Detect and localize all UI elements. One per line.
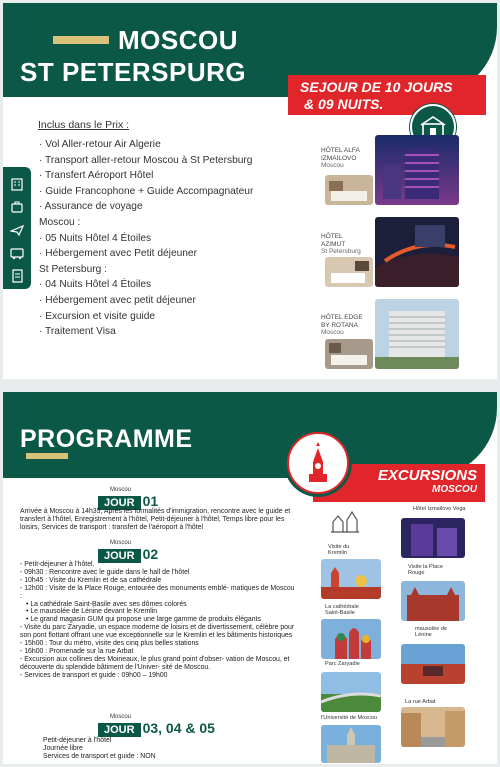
excursion-label-red-square: Visite la Place Rouge <box>408 564 444 577</box>
kremlin-outline-icon <box>330 510 360 539</box>
hotel-1-room-photo <box>325 175 373 205</box>
included-list <box>39 137 289 340</box>
list-item: - Petit-déjeuner à l'hôtel. <box>20 561 95 568</box>
list-item: · Transport aller-retour Moscou à St Petersburg <box>39 154 253 166</box>
plane-icon <box>10 223 24 237</box>
excursion-label-universite: l'Université de Moscou <box>321 715 378 721</box>
day-label: JOUR <box>98 549 141 563</box>
hotel-1-label <box>321 147 360 170</box>
list-item: - Services de transport et guide : 09h00 – 19h00 <box>20 671 168 679</box>
service-icons-sidebar <box>3 167 31 289</box>
hotel-name: HÔTEL ALFA <box>321 147 360 154</box>
day-label: JOUR <box>98 496 141 510</box>
excursions-subtitle: MOSCOU <box>432 484 477 495</box>
day-city: Moscou <box>110 540 132 546</box>
list-item: - Visite du parc Zaryadie, un espace moderne de loisirs et de divertissement, célèbre pour son pont flottant offrant une vue exceptionnelle sur le Kremlin et les bâtiments historiques <box>20 624 295 640</box>
hotel-icon <box>10 177 24 191</box>
hotel-3-label <box>321 314 363 337</box>
hotel-name: HÔTEL EDGE <box>321 314 363 321</box>
excursion-photo-kremlin <box>321 559 381 599</box>
excursion-photo-zaryadie <box>321 672 381 712</box>
list-item: Moscou : <box>39 216 81 228</box>
list-item: St Petersburg : <box>39 263 107 275</box>
day-3-heading <box>98 714 215 738</box>
hotel-2-room-photo <box>325 257 373 287</box>
list-item: - 10h45 : Visite du Kremlin et de sa cathédrale <box>20 576 162 584</box>
list-item: · Excursion et visite guide <box>39 310 156 322</box>
gold-accent-bar <box>53 36 109 44</box>
list-item: · Hébergement avec petit déjeuner <box>39 294 196 306</box>
list-item: Services de transport et guide : NON <box>43 752 156 760</box>
list-item: · Assurance de voyage <box>39 201 143 213</box>
hotel-name: BY ROTANA <box>321 321 358 329</box>
list-item: Petit-déjeuner à l'hôtel <box>43 737 112 744</box>
hotel-3-room-photo <box>325 339 373 369</box>
hotel-city: Moscou <box>321 162 344 169</box>
list-item: · 05 Nuits Hôtel 4 Étoiles <box>39 232 152 244</box>
day-number: 03, 04 & 05 <box>142 720 215 736</box>
document-icon <box>10 269 24 283</box>
excursions-title: EXCURSIONS <box>377 467 477 484</box>
luggage-icon <box>10 200 24 214</box>
bus-icon <box>10 246 24 260</box>
day-1-paragraph: Arrivée à Moscou à 14h35, Après les formalités d'immigration, rencontre avec le guide et transfert à l'hôtel, Enregistrement à l'hôtel, Petit-déjeuner à l'hôtel, Temps libre pour les loisirs, Services de transport : transfert de l'aéroport à l'hôtel <box>20 508 291 531</box>
gold-accent-bar <box>26 453 68 459</box>
day-3-text <box>43 737 318 761</box>
day-number: 02 <box>142 546 159 562</box>
list-item: · Vol Aller-retour Air Algerie <box>39 139 161 150</box>
hotel-city: Moscou <box>321 329 344 336</box>
excursion-photo-basile <box>321 619 381 659</box>
list-item: • Le mausolée de Lénine devant le Kremlin <box>26 608 158 616</box>
list-item: · Traitement Visa <box>39 326 116 338</box>
list-item: · Guide Francophone + Guide Accompagnateur <box>39 185 254 197</box>
hotel-name: AZIMUT <box>321 240 346 248</box>
excursion-photo-universite <box>321 725 381 763</box>
excursion-label-hotel: Hôtel Izmailovo Vega <box>413 506 466 512</box>
kremlin-tower-icon <box>287 432 349 494</box>
list-item: - 09h30 : Rencontre avec le guide dans le hall de l'hôtel <box>20 568 190 576</box>
day-2-text <box>20 561 295 680</box>
excursion-photo-lenine <box>401 644 465 684</box>
banner-line-1: SEJOUR DE 10 JOURS <box>300 79 453 95</box>
day-number: 01 <box>142 493 159 509</box>
list-item: • Le grand magasin GUM qui propose une large gamme de produits élégants <box>26 616 261 624</box>
hotel-3-photo <box>375 299 459 369</box>
hotel-1-photo <box>375 135 459 205</box>
list-item: · 04 Nuits Hôtel 4 Étoiles <box>39 279 152 291</box>
list-item: • La cathédrale Saint-Basile avec ses dômes colorés <box>26 600 187 608</box>
excursion-label-zaryadie: Parc Zaryadie <box>325 661 360 667</box>
banner-line-2: & 09 NUITS. <box>304 96 384 112</box>
stay-duration-banner <box>288 75 486 115</box>
excursion-photo-hotel <box>401 518 465 558</box>
day-city: Moscou <box>110 714 132 720</box>
included-title: Inclus dans le Prix : <box>38 119 130 131</box>
list-item: - Excursion aux collines des Moineaux, le plus grand point d'obser- vation de Moscou, et découverte du splendide bâtiment de l'Univer- sité de Moscou. <box>20 655 290 671</box>
hotel-name: IZMAILOVO <box>321 154 357 162</box>
list-item: · Hébergement avec Petit déjeuner <box>39 248 197 260</box>
programme-title: PROGRAMME <box>20 425 193 453</box>
day-label: JOUR <box>98 723 141 737</box>
day-1-text <box>20 508 295 532</box>
excursion-photo-arbat <box>401 707 465 747</box>
title-line-2: ST PETERSPURG <box>20 57 247 87</box>
list-item: - 16h00 : Promenade sur la rue Arbat <box>20 647 134 655</box>
brochure-page-2 <box>3 392 497 764</box>
list-item: Journée libre <box>43 744 83 752</box>
excursion-label-kremlin: Visite du Kremlin <box>328 544 350 557</box>
hotel-2-label <box>321 233 361 256</box>
excursion-label-basile: La cathédrale Saint-Basile <box>325 604 359 617</box>
brochure-page-1 <box>3 3 497 379</box>
excursion-label-lenine: mausolée de Lénine <box>415 626 448 639</box>
excursion-photo-red-square <box>401 581 465 621</box>
list-item: - 12h00 : Visite de la Place Rouge, entourée des monuments emblé- matiques de Moscou : <box>20 584 295 600</box>
hotel-2-photo <box>375 217 459 287</box>
hotel-city: St Petersburg <box>321 248 361 255</box>
excursion-label-arbat: La rue Arbat <box>405 699 436 705</box>
list-item: · Transfert Aéroport Hôtel <box>39 170 154 182</box>
list-item: - 15h00 : Tour du métro, visite des cinq plus belles stations <box>20 640 199 648</box>
hotel-name: HÔTEL <box>321 233 343 240</box>
day-city: Moscou <box>110 487 132 493</box>
title-line-1: MOSCOU <box>118 25 238 55</box>
